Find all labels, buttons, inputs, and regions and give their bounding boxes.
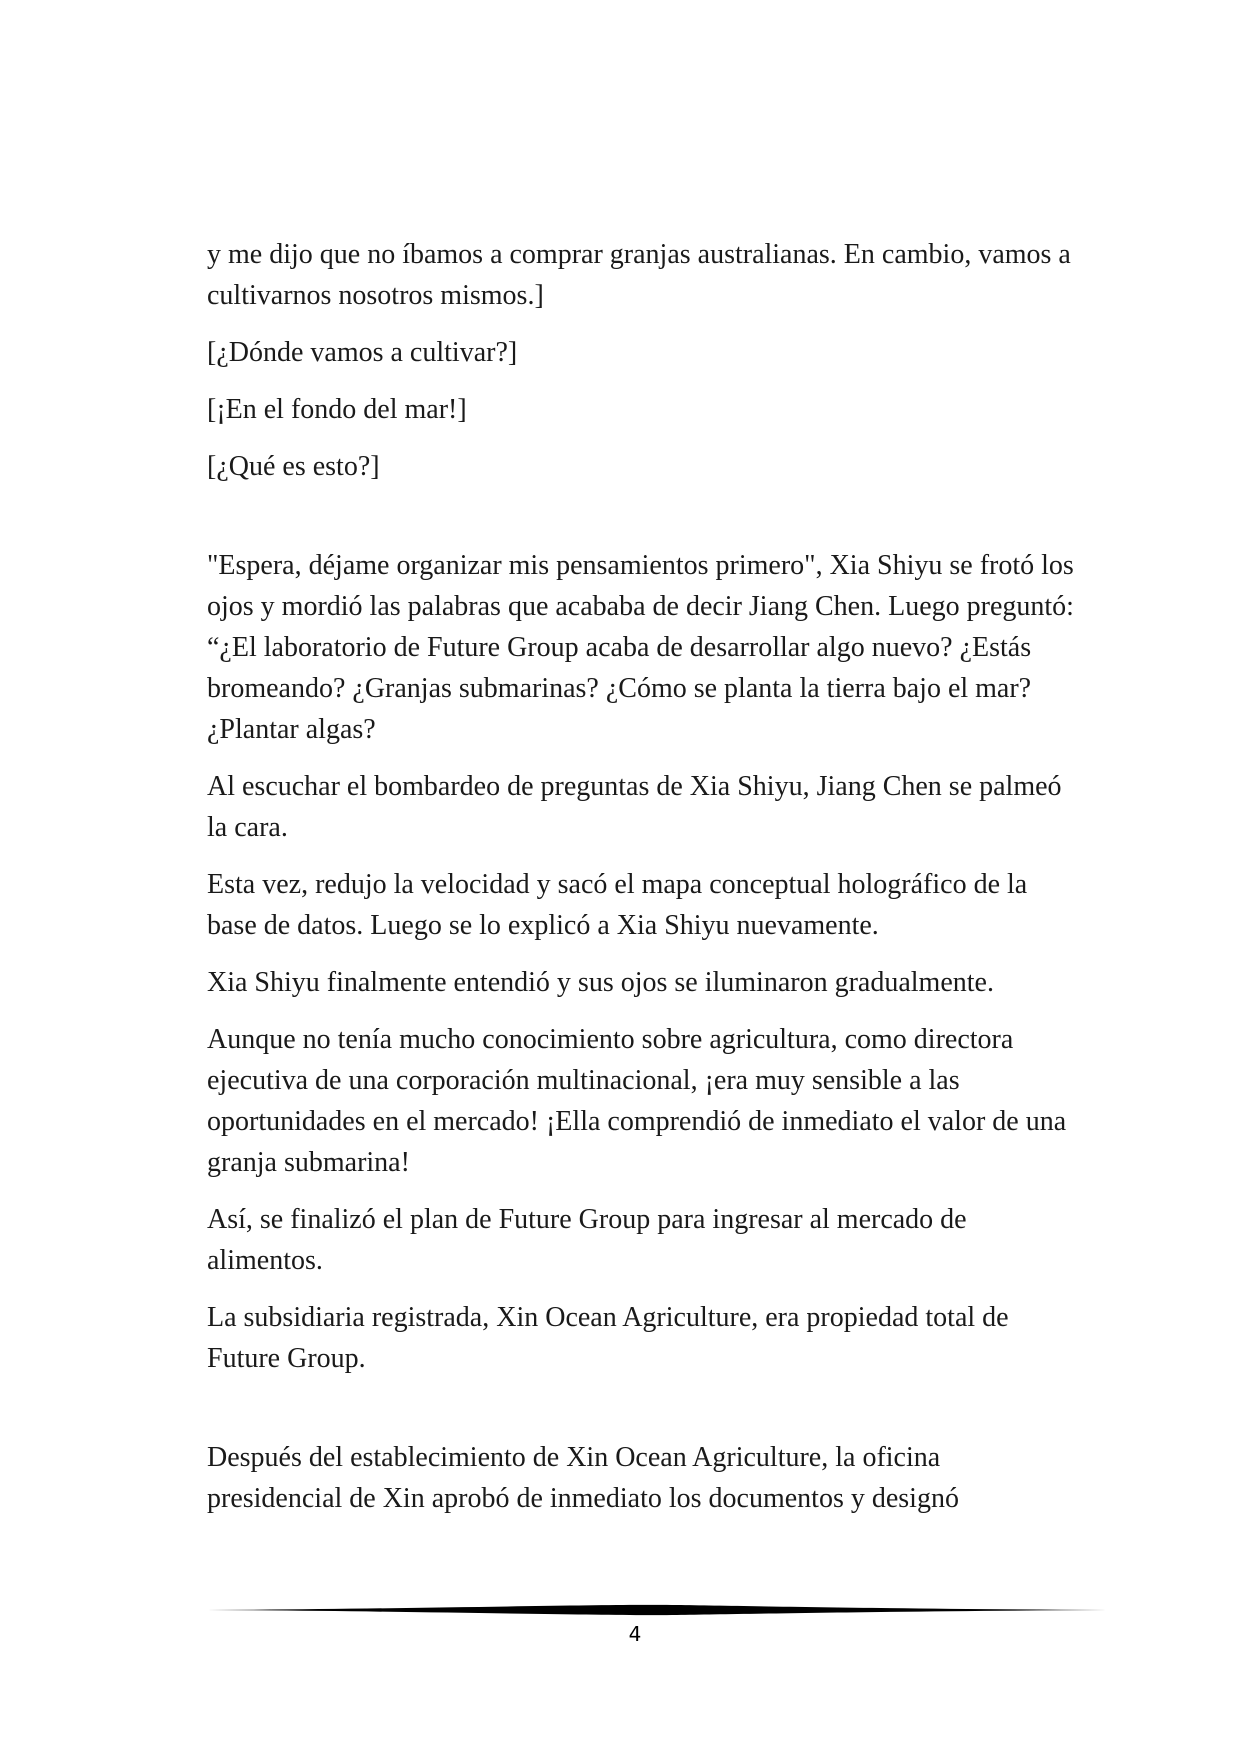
paragraph: Xia Shiyu finalmente entendió y sus ojos se iluminaron gradualmente. <box>207 967 994 998</box>
paragraph: Al escuchar el bombardeo de preguntas de Xia Shiyu, Jiang Chen se palmeó la cara. <box>207 771 1062 843</box>
paragraph: Después del establecimiento de Xin Ocean Agriculture, la oficina presidencial de Xin aprobó de inmediato los documentos y designó <box>207 1442 959 1514</box>
page-number: 4 <box>628 1622 642 1646</box>
paragraph: Así, se finalizó el plan de Future Group para ingresar al mercado de alimentos. <box>207 1204 967 1276</box>
paragraph: y me dijo que no íbamos a comprar granjas australianas. En cambio, vamos a cultivarnos nosotros mismos.] <box>207 239 1071 311</box>
paragraph: "Espera, déjame organizar mis pensamientos primero", Xia Shiyu se frotó los ojos y mordió las palabras que acababa de decir Jiang Chen. Luego preguntó: “¿El laboratorio de Future Group acaba de desarrollar algo nuevo? ¿Estás bromeando? ¿Granjas submarinas? ¿Cómo se planta la tierra bajo el mar? ¿Plantar algas? <box>207 550 1074 745</box>
section-gap <box>207 503 1077 545</box>
paragraph: La subsidiaria registrada, Xin Ocean Agriculture, era propiedad total de Future Group. <box>207 1302 1009 1374</box>
paragraph: Aunque no tenía mucho conocimiento sobre agricultura, como directora ejecutiva de una corporación multinacional, ¡era muy sensible a las oportunidades en el mercado! ¡Ella comprendió de inmediato el valor de una granja submarina! <box>207 1024 1067 1178</box>
paragraph: [¡En el fondo del mar!] <box>207 394 467 425</box>
paragraph: [¿Qué es esto?] <box>207 451 380 482</box>
footer-divider <box>207 1604 1107 1616</box>
paragraph: Esta vez, redujo la velocidad y sacó el mapa conceptual holográfico de la base de datos. Luego se lo explicó a Xia Shiyu nuevamente. <box>207 869 1028 941</box>
body-text <box>207 234 1077 1535</box>
section-gap <box>207 1395 1077 1437</box>
paragraph: [¿Dónde vamos a cultivar?] <box>207 337 518 368</box>
